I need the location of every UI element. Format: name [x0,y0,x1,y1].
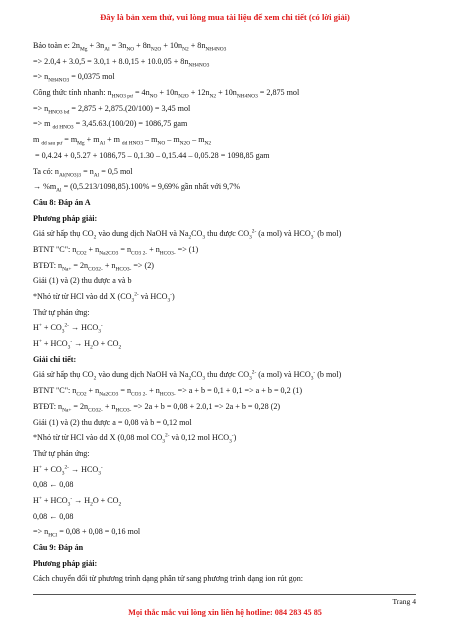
text-line: = 0,4.24 + 0,5.27 + 1086,75 – 0,1.30 – 0,15.44 – 0,05.28 = 1098,85 gam [33,150,270,160]
text-line: Thứ tự phản ứng: [33,307,90,317]
text-line: 0,08 ← 0,08 [33,480,74,490]
text-line: BTĐT: $n_{Na+} = 2n_{CO32-} + n_{HCO3-} => (2)$ [33,260,154,273]
text-line: Ta có: $n_{Al(NO3)3} = n_{Al} = 0,5$ mol [33,166,133,179]
text-line: Thứ tự phản ứng: [33,448,90,458]
text-line: => $n_{HCl} = 0,08 + 0,08 = 0,16$ mol [33,527,141,539]
text-line: => $n_{HNO3 bđ} = 2,875 + 2,875.(20/100) = 3,45$ mol [33,103,191,116]
text-line: *Nhỏ từ từ HCl vào dd X ($CO_3^{2-}$ và $HCO_3^-$) [33,291,175,304]
hotline-footer: Mọi thắc mắc vui lòng xin liên hệ hotline: 084 283 45 85 [128,608,322,617]
text-line: $H^+ + CO_3^{2-} \to HCO_3^-$ [33,322,103,335]
section-heading: Phương pháp giải: [33,558,98,568]
section-heading: Giải chi tiết: [33,354,77,364]
section-heading: Câu 8: Đáp án A [33,197,91,207]
text-line: $H^+ + CO_3^{2-} \to HCO_3^-$ [33,463,103,477]
text-line: Giải (1) và (2) thu được a và b [33,276,132,286]
section-heading: Phương pháp giải: [33,213,98,223]
text-line: BTNT "C": $n_{CO2} + n_{Na2CO3} = n_{CO3 2-} + n_{HCO3-} => (1)$ [33,244,199,257]
text-line: Giả sử hấp thụ $CO_2$ vào dung dịch NaOH và $Na_2CO_3$ thu được $CO_3^{2-}$ (a mol) và $HCO_3^-$ (b mol) [33,369,342,383]
text-line: Cách chuyển đổi từ phương trình dạng phân tử sang phương trình dạng ion rút gọn: [33,574,304,584]
text-line: BTĐT: $n_{Na+} = 2n_{CO32-} + n_{HCO3-} => 2a + b = 0,08 + 2.0,1 => 2a + b = 0,28$ (2) [33,401,281,414]
text-line: => $2.0,4 + 3.0,5 = 3.0,1 + 8.0,15 + 10.0,05 + 8n_{NH4NO3}$ [33,56,210,69]
text-line: => $n_{NH4NO3} = 0,0375$ mol [33,72,115,84]
text-line: BTNT "C": $n_{CO2} + n_{Na2CO3} = n_{CO3 2-} + n_{HCO3-} => a + b = 0,1 + 0,1 => a + b = 0,2$ (1) [33,386,303,398]
section-heading: Câu 9: Đáp án [33,543,84,552]
preview-header: Đây là bản xem thử, vui lòng mua tài liệu để xem chi tiết (có lời giải) [100,12,350,22]
text-line: m $_{dd sau pư} = m_{Mg} + m_{Al} + m$ $_{dd HNO3} - m_{NO} - m_{N2O} - m_{N2}$ [33,135,212,147]
text-line: Công thức tính nhanh: $n_{HNO3 pư} = 4n_{NO} + 10n_{N2O} + 12n_{N2} + 10n_{NH4NO3} = 2,875$ mol [33,88,300,100]
text-line: Giả sử hấp thụ $CO_2$ vào dung dịch NaOH và $Na_2CO_3$ thu được $CO_3^{2-}$ (a mol) và $HCO_3^-$ (b mol) [33,228,342,241]
footer-divider [33,594,416,595]
text-line: $H^+ + HCO_3^- \to H_2O + CO_2$ [33,338,122,351]
text-line: → $\%m_{Al} = (0,5.213/1098,85).100\% = 9,69\%$ gần nhất với 9,7% [33,182,240,194]
text-line: *Nhỏ từ từ HCl vào dd X (0,08 mol $CO_3^{2-}$ và 0,12 mol $HCO_3^-$) [33,432,237,445]
text-line: $H^+ + HCO_3^- \to H_2O + CO_2$ [33,495,122,508]
text-line: Bảo toàn e: $2n_{Mg} + 3n_{Al} = 3n_{NO} + 8n_{N2O} + 10n_{N2} + 8n_{NH4NO3}$ [33,41,227,53]
text-line: => m $_{dd HNO3}$ = 3,45.63.(100/20) = 1086,75 gam [33,119,188,132]
text-line: 0,08 ← 0,08 [33,511,74,521]
document-body [33,38,428,587]
page-number: Trang 4 [392,597,416,606]
text-line: Giải (1) và (2) thu được a = 0,08 và b = 0,12 mol [33,417,192,427]
